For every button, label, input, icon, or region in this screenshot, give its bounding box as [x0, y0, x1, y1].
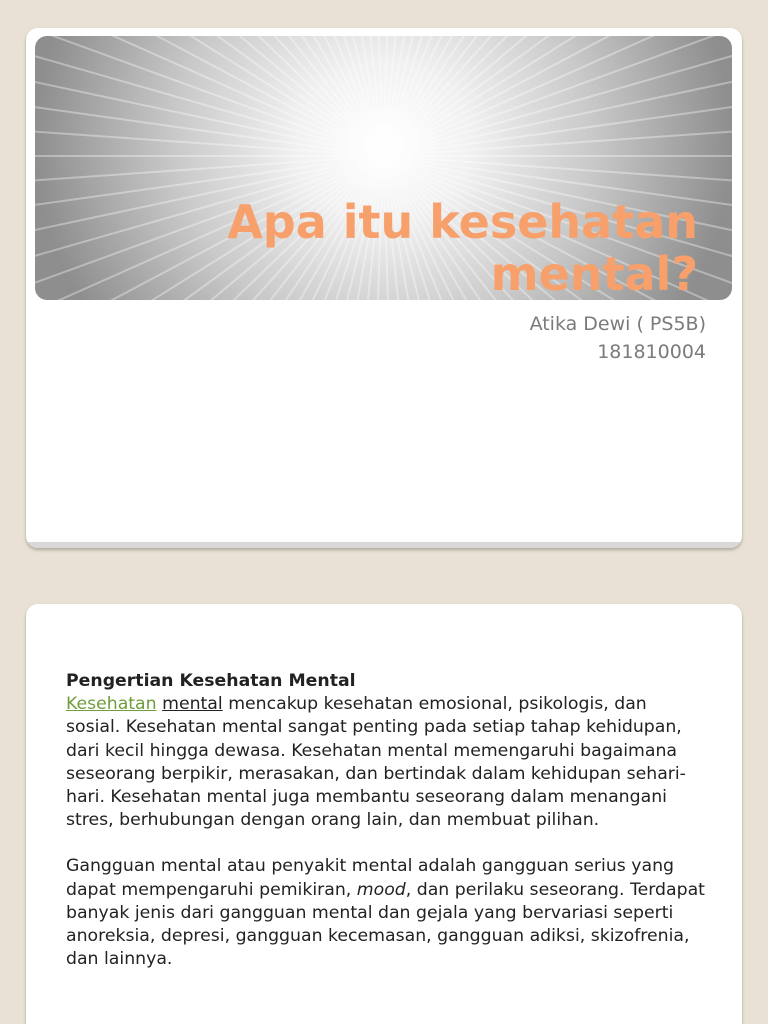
slide-subtitle: [530, 310, 706, 366]
paragraph-2-text-b: , dan perilaku seseorang. Terdapat banyak jenis dari gangguan mental dan gejala yang bervariasi seperti anoreksia, depresi, gangguan kecemasan, gangguan adiksi, skizofrenia, dan lainnya.: [66, 879, 705, 970]
slide-title: [58, 196, 698, 300]
paragraph-1: [66, 693, 706, 832]
light-ray: [35, 156, 383, 198]
paragraph-gap: [66, 832, 706, 855]
light-ray: [383, 156, 732, 198]
light-ray: [35, 114, 383, 156]
content-slide: [26, 604, 742, 1024]
title-line-2: mental?: [490, 247, 698, 300]
paragraph-1-text: mencakup kesehatan emosional, psikologis, dan sosial. Kesehatan mental sangat penting pada setiap tahap kehidupan, dari kecil hingga dewasa. Kesehatan mental memengaruhi bagaimana seseorang berpikir, merasakan, dan bertindak dalam kehidupan sehari-hari. Kesehatan mental juga membantu seseorang dalam menangani stres, berhubungan dengan orang lain, dan membuat pilihan.: [66, 694, 686, 831]
kesehatan-link[interactable]: Kesehatan: [66, 694, 157, 715]
content-body: [66, 670, 706, 971]
light-ray: [383, 114, 732, 156]
title-line-1: Apa itu kesehatan: [227, 195, 698, 249]
light-ray: [383, 36, 732, 156]
mood-italic: mood: [356, 879, 406, 900]
section-heading: Pengertian Kesehatan Mental: [66, 671, 356, 691]
paragraph-2: [66, 855, 706, 971]
title-banner: [35, 36, 732, 300]
student-id: 181810004: [597, 341, 706, 363]
light-ray: [35, 36, 383, 156]
mental-link[interactable]: mental: [162, 694, 223, 715]
author-name: Atika Dewi ( PS5B): [529, 313, 706, 335]
title-slide: [26, 28, 742, 548]
paragraph-2-text-a: Gangguan mental atau penyakit mental adalah gangguan serius yang dapat mempengaruhi pemikiran,: [66, 856, 675, 900]
